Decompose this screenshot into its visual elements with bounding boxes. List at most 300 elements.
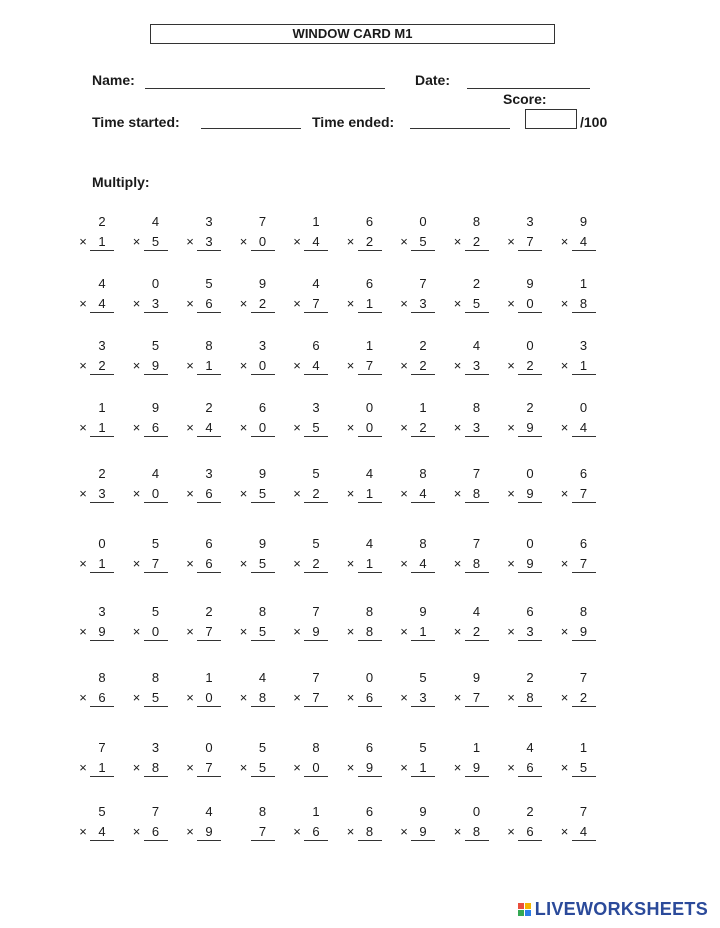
- problem: [506, 332, 542, 378]
- multiplicand: 6: [312, 338, 320, 353]
- problem: [506, 598, 542, 644]
- times-sign: ×: [239, 420, 248, 435]
- time-ended-label: Time ended:: [312, 114, 395, 130]
- multiplier: 4: [304, 234, 328, 251]
- multiplier: 7: [572, 556, 596, 573]
- multiplicand: 9: [258, 536, 267, 551]
- problem: [239, 270, 275, 316]
- multiplicand: 2: [526, 804, 534, 819]
- multiplicand: 0: [419, 214, 427, 229]
- times-sign: ×: [79, 824, 87, 839]
- time-ended-field[interactable]: [410, 128, 510, 129]
- problem: [239, 798, 275, 844]
- multiplier: 8: [465, 486, 489, 503]
- multiplier: 4: [411, 556, 435, 573]
- multiplier: 4: [572, 824, 596, 841]
- times-sign: ×: [400, 234, 408, 249]
- multiplier: 6: [197, 556, 221, 573]
- times-sign: ×: [239, 234, 248, 249]
- multiplicand: 3: [98, 604, 106, 619]
- times-sign: ×: [346, 624, 355, 639]
- multiplier: 7: [144, 556, 168, 573]
- problem: [239, 460, 275, 506]
- problem: [292, 598, 328, 644]
- multiplier: 3: [411, 690, 435, 707]
- multiplicand: 2: [205, 604, 213, 619]
- multiplier: 4: [411, 486, 435, 503]
- problem: [399, 332, 435, 378]
- multiplicand: 1: [205, 670, 213, 685]
- times-sign: ×: [400, 760, 408, 775]
- problem: [78, 460, 114, 506]
- times-sign: ×: [132, 486, 141, 501]
- problem: [132, 208, 168, 254]
- multiplier: 5: [251, 624, 275, 641]
- problem: [292, 394, 328, 440]
- times-sign: ×: [186, 486, 194, 501]
- multiplier: 1: [90, 556, 114, 573]
- multiplicand: 0: [526, 466, 534, 481]
- date-label: Date:: [415, 72, 451, 88]
- multiplicand: 1: [365, 338, 374, 353]
- multiplier: 1: [358, 556, 382, 573]
- times-sign: ×: [239, 296, 248, 311]
- problem: [185, 530, 221, 576]
- times-sign: ×: [132, 760, 141, 775]
- multiplier: 9: [465, 760, 489, 777]
- multiplicand: 3: [312, 400, 320, 415]
- problem: [346, 664, 382, 710]
- multiplicand: 2: [526, 670, 534, 685]
- multiplicand: 7: [151, 804, 160, 819]
- times-sign: ×: [400, 624, 408, 639]
- problem: [185, 270, 221, 316]
- multiplicand: 9: [419, 804, 427, 819]
- multiplicand: 4: [98, 276, 106, 291]
- problem: [346, 530, 382, 576]
- times-sign: ×: [293, 556, 301, 571]
- multiplier: 7: [465, 690, 489, 707]
- multiplicand: 5: [258, 740, 267, 755]
- multiplier: 3: [197, 234, 221, 251]
- multiplier: 2: [518, 358, 542, 375]
- times-sign: ×: [560, 824, 569, 839]
- problem: [399, 598, 435, 644]
- problem: [78, 798, 114, 844]
- multiplicand: 3: [205, 214, 213, 229]
- times-sign: ×: [346, 358, 355, 373]
- problem: [132, 798, 168, 844]
- multiplicand: 8: [419, 536, 427, 551]
- multiplier: 1: [90, 760, 114, 777]
- problem: [185, 664, 221, 710]
- multiplier: 1: [411, 760, 435, 777]
- multiplier: 4: [90, 296, 114, 313]
- problem: [506, 798, 542, 844]
- problem: [346, 208, 382, 254]
- multiplicand: 3: [205, 466, 213, 481]
- multiplicand: 7: [472, 536, 481, 551]
- problem: [399, 664, 435, 710]
- multiplier: 7: [358, 358, 382, 375]
- problem: [399, 270, 435, 316]
- problem: [185, 598, 221, 644]
- multiplier: 9: [518, 420, 542, 437]
- times-sign: ×: [186, 690, 194, 705]
- multiplicand: 4: [258, 670, 267, 685]
- problem: [239, 394, 275, 440]
- time-started-label: Time started:: [92, 114, 180, 130]
- problem: [346, 798, 382, 844]
- multiplicand: 1: [98, 400, 106, 415]
- problem: [453, 332, 489, 378]
- multiplicand: 8: [472, 214, 481, 229]
- times-sign: ×: [507, 296, 515, 311]
- score-total: /100: [580, 114, 608, 130]
- times-sign: ×: [346, 556, 355, 571]
- time-started-field[interactable]: [201, 128, 301, 129]
- multiplier: 0: [518, 296, 542, 313]
- times-sign: ×: [239, 486, 248, 501]
- multiplier: 6: [144, 420, 168, 437]
- multiplier: 6: [144, 824, 168, 841]
- multiplier: 7: [197, 624, 221, 641]
- problem: [292, 530, 328, 576]
- times-sign: ×: [346, 690, 355, 705]
- times-sign: ×: [293, 234, 301, 249]
- times-sign: ×: [453, 486, 462, 501]
- multiplicand: 2: [205, 400, 213, 415]
- multiplicand: 6: [258, 400, 267, 415]
- times-sign: ×: [453, 824, 462, 839]
- problem: [399, 394, 435, 440]
- problem: [292, 798, 328, 844]
- multiplicand: 8: [365, 604, 374, 619]
- multiplier: 9: [304, 624, 328, 641]
- times-sign: ×: [132, 234, 141, 249]
- times-sign: ×: [560, 690, 569, 705]
- score-input[interactable]: [525, 109, 577, 129]
- multiplier: 9: [90, 624, 114, 641]
- multiplicand: 4: [365, 536, 374, 551]
- times-sign: ×: [132, 556, 141, 571]
- times-sign: ×: [560, 234, 569, 249]
- multiplicand: 9: [258, 466, 267, 481]
- multiplier: 0: [251, 420, 275, 437]
- multiplicand: 6: [365, 214, 374, 229]
- times-sign: ×: [186, 624, 194, 639]
- multiplier: 4: [90, 824, 114, 841]
- problem: [185, 460, 221, 506]
- multiplier: 7: [572, 486, 596, 503]
- times-sign: ×: [132, 358, 141, 373]
- problem: [346, 270, 382, 316]
- liveworksheets-logo: [518, 899, 708, 920]
- times-sign: ×: [186, 358, 194, 373]
- multiplier: 5: [572, 760, 596, 777]
- problem: [292, 734, 328, 780]
- multiplicand: 8: [472, 400, 481, 415]
- times-sign: ×: [507, 824, 515, 839]
- problem: [506, 734, 542, 780]
- multiplier: 2: [411, 420, 435, 437]
- problem: [560, 798, 596, 844]
- multiplier: 6: [197, 486, 221, 503]
- problem: [78, 394, 114, 440]
- times-sign: ×: [293, 358, 301, 373]
- problem: [560, 208, 596, 254]
- problem: [185, 798, 221, 844]
- multiplier: 9: [411, 824, 435, 841]
- times-sign: ×: [400, 420, 408, 435]
- multiplier: 8: [518, 690, 542, 707]
- times-sign: ×: [560, 624, 569, 639]
- multiplicand: 6: [365, 740, 374, 755]
- date-field[interactable]: [467, 88, 590, 89]
- problem: [78, 208, 114, 254]
- multiplicand: 7: [419, 276, 427, 291]
- multiplicand: 5: [205, 276, 213, 291]
- times-sign: ×: [346, 420, 355, 435]
- times-sign: ×: [453, 690, 462, 705]
- multiplicand: 5: [98, 804, 106, 819]
- multiplicand: 2: [526, 400, 534, 415]
- multiplicand: 3: [258, 338, 267, 353]
- problem: [560, 332, 596, 378]
- multiplier: 2: [465, 234, 489, 251]
- times-sign: ×: [400, 486, 408, 501]
- times-sign: ×: [453, 556, 462, 571]
- multiplicand: 7: [472, 466, 481, 481]
- multiplicand: 3: [579, 338, 588, 353]
- multiplier: 1: [572, 358, 596, 375]
- multiplicand: 0: [151, 276, 160, 291]
- times-sign: ×: [293, 296, 301, 311]
- times-sign: ×: [507, 690, 515, 705]
- multiplicand: 5: [151, 338, 160, 353]
- times-sign: ×: [453, 760, 462, 775]
- multiplier: 8: [465, 824, 489, 841]
- instruction-label: Multiply:: [92, 174, 150, 190]
- multiplicand: 1: [579, 276, 588, 291]
- multiplicand: 0: [472, 804, 481, 819]
- times-sign: ×: [293, 824, 301, 839]
- multiplier: 3: [144, 296, 168, 313]
- multiplier: 7: [251, 824, 275, 841]
- times-sign: ×: [507, 486, 515, 501]
- problem: [399, 460, 435, 506]
- multiplier: 8: [358, 824, 382, 841]
- problem: [346, 734, 382, 780]
- problem: [506, 394, 542, 440]
- multiplicand: 6: [526, 604, 534, 619]
- problem: [132, 270, 168, 316]
- multiplier: 5: [465, 296, 489, 313]
- multiplier: 2: [358, 234, 382, 251]
- multiplier: 1: [358, 296, 382, 313]
- multiplier: 2: [465, 624, 489, 641]
- multiplicand: 9: [258, 276, 267, 291]
- times-sign: ×: [560, 486, 569, 501]
- times-sign: ×: [400, 824, 408, 839]
- multiplier: 7: [304, 296, 328, 313]
- multiplier: 1: [358, 486, 382, 503]
- problem: [239, 734, 275, 780]
- problem: [399, 208, 435, 254]
- multiplier: 6: [197, 296, 221, 313]
- multiplicand: 6: [579, 466, 588, 481]
- multiplicand: 0: [365, 400, 374, 415]
- times-sign: ×: [186, 420, 194, 435]
- multiplier: 0: [197, 690, 221, 707]
- multiplicand: 6: [579, 536, 588, 551]
- problem: [78, 270, 114, 316]
- multiplier: 1: [197, 358, 221, 375]
- multiplier: 0: [358, 420, 382, 437]
- problem: [560, 664, 596, 710]
- multiplicand: 8: [312, 740, 320, 755]
- multiplicand: 2: [419, 338, 427, 353]
- score-label: Score:: [503, 91, 547, 107]
- problem: [132, 332, 168, 378]
- problem: [346, 394, 382, 440]
- name-field[interactable]: [145, 88, 385, 89]
- problem: [132, 460, 168, 506]
- logo-icon: [518, 903, 531, 916]
- problem: [78, 598, 114, 644]
- multiplier: 7: [197, 760, 221, 777]
- multiplicand: 9: [579, 214, 588, 229]
- multiplicand: 4: [526, 740, 534, 755]
- problem: [185, 734, 221, 780]
- multiplier: 2: [304, 486, 328, 503]
- multiplier: 0: [144, 486, 168, 503]
- problem: [239, 598, 275, 644]
- multiplicand: 5: [312, 536, 320, 551]
- times-sign: ×: [293, 486, 301, 501]
- problem: [239, 332, 275, 378]
- multiplier: 8: [358, 624, 382, 641]
- problem: [185, 332, 221, 378]
- problem: [399, 734, 435, 780]
- multiplicand: 4: [151, 466, 160, 481]
- multiplier: 7: [304, 690, 328, 707]
- multiplier: 0: [144, 624, 168, 641]
- multiplicand: 4: [205, 804, 213, 819]
- times-sign: ×: [346, 760, 355, 775]
- times-sign: ×: [453, 420, 462, 435]
- multiplier: 5: [251, 486, 275, 503]
- multiplicand: 7: [98, 740, 106, 755]
- multiplicand: 4: [472, 604, 481, 619]
- multiplier: 3: [465, 420, 489, 437]
- multiplier: 6: [358, 690, 382, 707]
- multiplier: 8: [251, 690, 275, 707]
- multiplicand: 0: [365, 670, 374, 685]
- times-sign: ×: [79, 760, 87, 775]
- problem: [506, 270, 542, 316]
- multiplicand: 3: [151, 740, 160, 755]
- problem: [239, 208, 275, 254]
- problem: [399, 798, 435, 844]
- multiplier: 5: [411, 234, 435, 251]
- times-sign: ×: [346, 296, 355, 311]
- multiplier: 5: [144, 234, 168, 251]
- multiplier: 9: [518, 556, 542, 573]
- multiplicand: 7: [312, 604, 320, 619]
- multiplicand: 3: [526, 214, 534, 229]
- multiplicand: 8: [419, 466, 427, 481]
- multiplier: 6: [518, 760, 542, 777]
- problem: [560, 270, 596, 316]
- multiplier: 9: [197, 824, 221, 841]
- problem: [560, 530, 596, 576]
- times-sign: ×: [560, 358, 569, 373]
- problem: [453, 530, 489, 576]
- problem: [185, 208, 221, 254]
- multiplier: 3: [411, 296, 435, 313]
- times-sign: ×: [79, 690, 87, 705]
- multiplicand: 2: [98, 214, 106, 229]
- multiplicand: 1: [312, 214, 320, 229]
- times-sign: ×: [293, 624, 301, 639]
- multiplicand: 1: [419, 400, 427, 415]
- multiplicand: 9: [151, 400, 160, 415]
- multiplicand: 2: [472, 276, 481, 291]
- problem: [346, 598, 382, 644]
- problem: [132, 530, 168, 576]
- problem: [78, 530, 114, 576]
- multiplicand: 0: [526, 536, 534, 551]
- multiplicand: 0: [98, 536, 106, 551]
- multiplier: 9: [518, 486, 542, 503]
- multiplicand: 1: [312, 804, 320, 819]
- times-sign: ×: [132, 690, 141, 705]
- multiplicand: 6: [205, 536, 213, 551]
- multiplicand: 4: [312, 276, 320, 291]
- multiplicand: 9: [472, 670, 481, 685]
- multiplier: 0: [304, 760, 328, 777]
- problem: [346, 332, 382, 378]
- problem: [346, 460, 382, 506]
- problem: [185, 394, 221, 440]
- times-sign: ×: [293, 690, 301, 705]
- times-sign: ×: [507, 556, 515, 571]
- problem: [453, 664, 489, 710]
- multiplier: 5: [251, 760, 275, 777]
- problem: [506, 664, 542, 710]
- multiplier: 6: [304, 824, 328, 841]
- multiplicand: 4: [151, 214, 160, 229]
- multiplicand: 7: [579, 670, 588, 685]
- times-sign: ×: [560, 556, 569, 571]
- multiplicand: 8: [579, 604, 588, 619]
- multiplier: 5: [304, 420, 328, 437]
- multiplier: 3: [465, 358, 489, 375]
- multiplier: 8: [144, 760, 168, 777]
- problem: [292, 460, 328, 506]
- times-sign: ×: [79, 358, 87, 373]
- multiplier: 5: [144, 690, 168, 707]
- multiplicand: 5: [151, 604, 160, 619]
- problem: [506, 460, 542, 506]
- problem: [132, 598, 168, 644]
- times-sign: ×: [507, 234, 515, 249]
- times-sign: ×: [186, 296, 194, 311]
- problem: [399, 530, 435, 576]
- multiplicand: 0: [526, 338, 534, 353]
- multiplier: 4: [572, 420, 596, 437]
